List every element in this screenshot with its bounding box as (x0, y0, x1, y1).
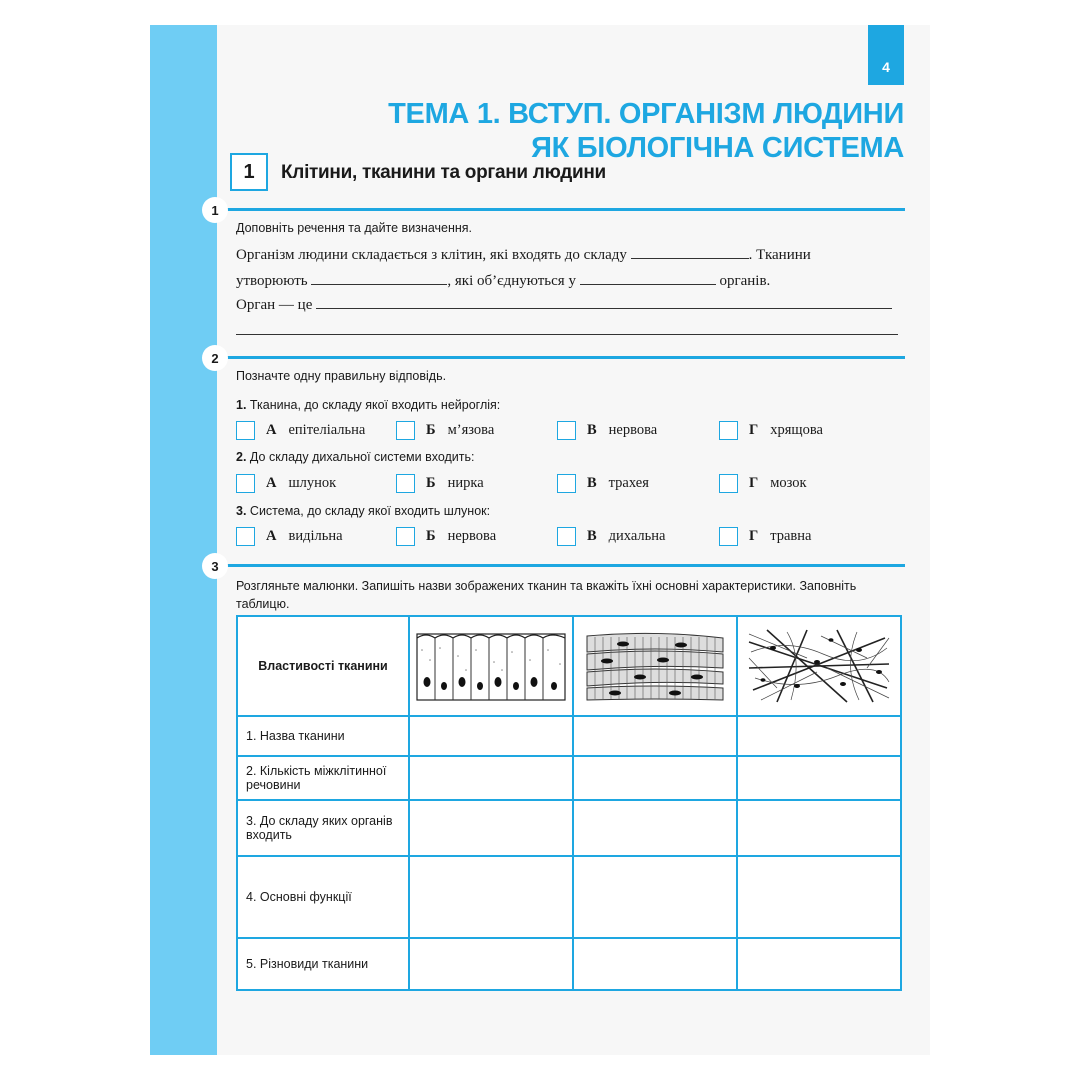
question-3 (236, 504, 490, 518)
answer-cell[interactable] (573, 800, 737, 856)
option-text: травна (770, 528, 812, 544)
answer-line[interactable] (236, 334, 898, 335)
task1-sentence-3 (236, 295, 892, 314)
topic-title (388, 97, 904, 165)
sentence-text: утворюють (236, 273, 308, 289)
muscle-tissue-image (574, 630, 736, 702)
instruction-line: Розгляньте малюнки. Запишіть назви зображених тканин та вкажіть їхні основні характеристики. Заповніть (236, 579, 857, 593)
question-2 (236, 450, 475, 464)
task1-sentence-1 (236, 245, 811, 264)
answer-cell[interactable] (737, 800, 901, 856)
sentence-text: Організм людини складається з клітин, які входять до складу (236, 247, 627, 263)
question-number: 1. (236, 398, 247, 412)
answer-option[interactable] (557, 527, 665, 546)
topic-title-line2: ЯК БІОЛОГІЧНА СИСТЕМА (531, 132, 904, 164)
task-number: 2 (202, 345, 228, 371)
option-text: видільна (288, 528, 343, 544)
option-text: м’язова (447, 422, 495, 438)
option-letter: Б (426, 475, 436, 491)
option-text: нервова (447, 528, 497, 544)
answer-cell[interactable] (573, 716, 737, 756)
answer-option[interactable] (719, 421, 823, 440)
checkbox[interactable] (396, 474, 415, 493)
option-letter: А (266, 528, 277, 544)
task3-instruction (236, 577, 856, 613)
checkbox[interactable] (396, 421, 415, 440)
connective-tissue-image (738, 628, 900, 704)
answer-cell[interactable] (409, 938, 573, 990)
table-header-row (237, 616, 901, 716)
option-text: мозок (770, 475, 807, 491)
option-letter: В (587, 528, 597, 544)
checkbox[interactable] (236, 421, 255, 440)
blank-field[interactable] (631, 245, 749, 259)
option-letter: Г (749, 422, 759, 438)
answer-option[interactable] (236, 527, 343, 546)
table-row (237, 756, 901, 800)
option-text: шлунок (288, 475, 337, 491)
option-text: трахея (608, 475, 649, 491)
answer-cell[interactable] (737, 716, 901, 756)
tissue-table (236, 615, 902, 991)
answer-option[interactable] (396, 474, 484, 493)
checkbox[interactable] (719, 474, 738, 493)
table-header-cell: Властивості тканини (237, 616, 409, 716)
table-row (237, 856, 901, 938)
checkbox[interactable] (719, 527, 738, 546)
answer-option[interactable] (236, 474, 336, 493)
option-text: дихальна (608, 528, 666, 544)
sentence-text: . Тканини (748, 247, 811, 263)
checkbox[interactable] (719, 421, 738, 440)
answer-cell[interactable] (737, 938, 901, 990)
question-text: Система, до складу якої входить шлунок: (249, 504, 491, 518)
sentence-text: органів. (719, 273, 771, 289)
section-title: Клітини, тканини та органи людини (281, 162, 606, 183)
answer-cell[interactable] (573, 938, 737, 990)
question-text: Тканина, до складу якої входить нейроглія: (249, 398, 501, 412)
answer-cell[interactable] (737, 856, 901, 938)
row-label: 1. Назва тканини (237, 716, 409, 756)
epithelial-tissue-image (410, 630, 572, 702)
answer-option[interactable] (557, 474, 649, 493)
blank-field[interactable] (316, 295, 892, 309)
option-letter: Г (749, 475, 759, 491)
tissue-image-cell (573, 616, 737, 716)
checkbox[interactable] (557, 527, 576, 546)
task-divider (216, 208, 905, 211)
table-row (237, 716, 901, 756)
row-label: 4. Основні функції (237, 856, 409, 938)
instruction-line: таблицю. (236, 597, 290, 611)
tissue-image-cell (737, 616, 901, 716)
option-text: нирка (447, 475, 484, 491)
task1-sentence-2 (236, 271, 770, 290)
answer-cell[interactable] (573, 856, 737, 938)
row-label: 5. Різновиди тканини (237, 938, 409, 990)
blank-field[interactable] (580, 271, 716, 285)
checkbox[interactable] (236, 474, 255, 493)
answer-cell[interactable] (409, 716, 573, 756)
question-number: 2. (236, 450, 247, 464)
answer-option[interactable] (396, 421, 494, 440)
question-number: 3. (236, 504, 247, 518)
answer-option[interactable] (719, 474, 807, 493)
answer-option[interactable] (236, 421, 365, 440)
answer-cell[interactable] (409, 800, 573, 856)
checkbox[interactable] (557, 421, 576, 440)
task1-instruction: Доповніть речення та дайте визначення. (236, 221, 473, 235)
option-text: епітеліальна (288, 422, 366, 438)
option-letter: Б (426, 422, 436, 438)
answer-cell[interactable] (573, 756, 737, 800)
blank-field[interactable] (311, 271, 447, 285)
option-letter: В (587, 475, 597, 491)
section-number: 1 (230, 153, 268, 191)
workbook-page (150, 25, 930, 1055)
topic-title-line1: ТЕМА 1. ВСТУП. ОРГАНІЗМ ЛЮДИНИ (388, 98, 904, 130)
table-row (237, 938, 901, 990)
option-text: нервова (608, 422, 658, 438)
answer-option[interactable] (719, 527, 811, 546)
option-letter: Б (426, 528, 436, 544)
table-row (237, 800, 901, 856)
sentence-text: Орган — це (236, 297, 313, 313)
option-letter: В (587, 422, 597, 438)
option-letter: Г (749, 528, 759, 544)
page-number: 4 (868, 25, 904, 85)
row-label: 3. До складу яких органів входить (237, 800, 409, 856)
answer-option[interactable] (557, 421, 657, 440)
side-stripe (150, 25, 217, 1055)
answer-cell[interactable] (409, 856, 573, 938)
option-text: хрящова (770, 422, 823, 438)
task-number: 3 (202, 553, 228, 579)
checkbox[interactable] (396, 527, 415, 546)
task2-instruction: Позначте одну правильну відповідь. (236, 369, 447, 383)
answer-cell[interactable] (409, 756, 573, 800)
checkbox[interactable] (557, 474, 576, 493)
sentence-text: , які об’єднуються у (447, 273, 576, 289)
checkbox[interactable] (236, 527, 255, 546)
row-label: 2. Кількість міжклітинної речовини (237, 756, 409, 800)
task-number: 1 (202, 197, 228, 223)
tissue-image-cell (409, 616, 573, 716)
option-letter: А (266, 475, 277, 491)
task-divider (216, 564, 905, 567)
option-letter: А (266, 422, 277, 438)
question-text: До складу дихальної системи входить: (249, 450, 475, 464)
answer-option[interactable] (396, 527, 496, 546)
task-divider (216, 356, 905, 359)
question-1 (236, 398, 500, 412)
answer-cell[interactable] (737, 756, 901, 800)
